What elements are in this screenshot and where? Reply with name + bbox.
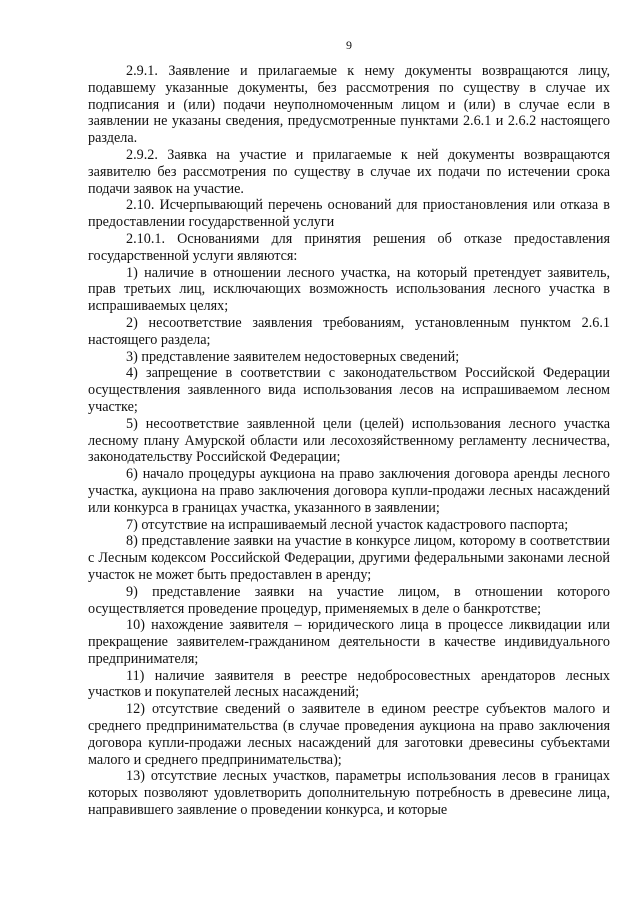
list-item-13: 13) отсутствие лесных участков, параметры использования лесов в границах которых позволяют удовлетворить дополнительную потребность в древесине лица, направившего заявление о проведении конкурса, и которые [88, 768, 610, 819]
list-item-9: 9) представление заявки на участие лицом, в отношении которого осуществляется проведение процедур, применяемых в деле о банкротстве; [88, 583, 610, 617]
list-item-5: 5) несоответствие заявленной цели (целей) использования лесного участка лесному плану Амурской области или лесохозяйственному регламенту лесничества, законодательству Российской Федерации; [88, 415, 610, 466]
list-item-2: 2) несоответствие заявления требованиям, установленным пунктом 2.6.1 настоящего раздела; [88, 314, 610, 348]
list-item-11: 11) наличие заявителя в реестре недобросовестных арендаторов лесных участков и покупателей лесных насаждений; [88, 667, 610, 701]
list-item-3: 3) представление заявителем недостоверных сведений; [126, 348, 460, 365]
list-item-7: 7) отсутствие на испрашиваемый лесной участок кадастрового паспорта; [126, 516, 569, 533]
list-item-6: 6) начало процедуры аукциона на право заключения договора аренды лесного участка, аукциона на право заключения договора купли-продажи лесных насаждений или конкурса в границах участка, указанного в заявлении; [88, 466, 610, 516]
paragraph-2-10-1: 2.10.1. Основаниями для принятия решения об отказе предоставления государственной услуги являются: [88, 230, 610, 264]
document-body [88, 63, 610, 819]
list-item-12: 12) отсутствие сведений о заявителе в едином реестре субъектов малого и среднего предпринимательства (в случае проведения аукциона на право заключения договора купли-продажи лесных насаждений для заготовки древесины субъектами малого и среднего предпринимательства); [88, 701, 610, 768]
page-number: 9 [346, 38, 352, 52]
list-item-10: 10) нахождение заявителя – юридического лица в процессе ликвидации или прекращение заявителем-гражданином деятельности в качестве индивидуального предпринимателя; [88, 617, 610, 667]
list-item-8: 8) представление заявки на участие в конкурсе лицом, которому в соответствии с Лесным кодексом Российской Федерации, другими федеральными законами лесной участок не может быть предоставлен в аренду; [88, 533, 610, 583]
paragraph-2-9-2: 2.9.2. Заявка на участие и прилагаемые к ней документы возвращаются заявителю без рассмотрения по существу в случае их подачи по истечении срока подачи заявок на участие. [88, 146, 610, 197]
paragraph-2-9-1: 2.9.1. Заявление и прилагаемые к нему документы возвращаются лицу, подавшему указанные документы, без рассмотрения по существу в случае их подписания и (или) подачи неуполномоченным лицом и (или) в случае если в заявлении не указаны сведения, предусмотренные пунктами 2.6.1 и 2.6.2 настоящего раздела. [88, 63, 610, 147]
paragraph-2-10: 2.10. Исчерпывающий перечень оснований для приостановления или отказа в предоставлении государственной услуги [88, 197, 610, 231]
list-item-1: 1) наличие в отношении лесного участка, на который претендует заявитель, прав третьих лиц, исключающих возможность использования лесного участка в испрашиваемых целях; [88, 264, 610, 315]
list-item-4: 4) запрещение в соответствии с законодательством Российской Федерации осуществления заявленного вида использования лесов на испрашиваемом лесном участке; [88, 365, 610, 415]
